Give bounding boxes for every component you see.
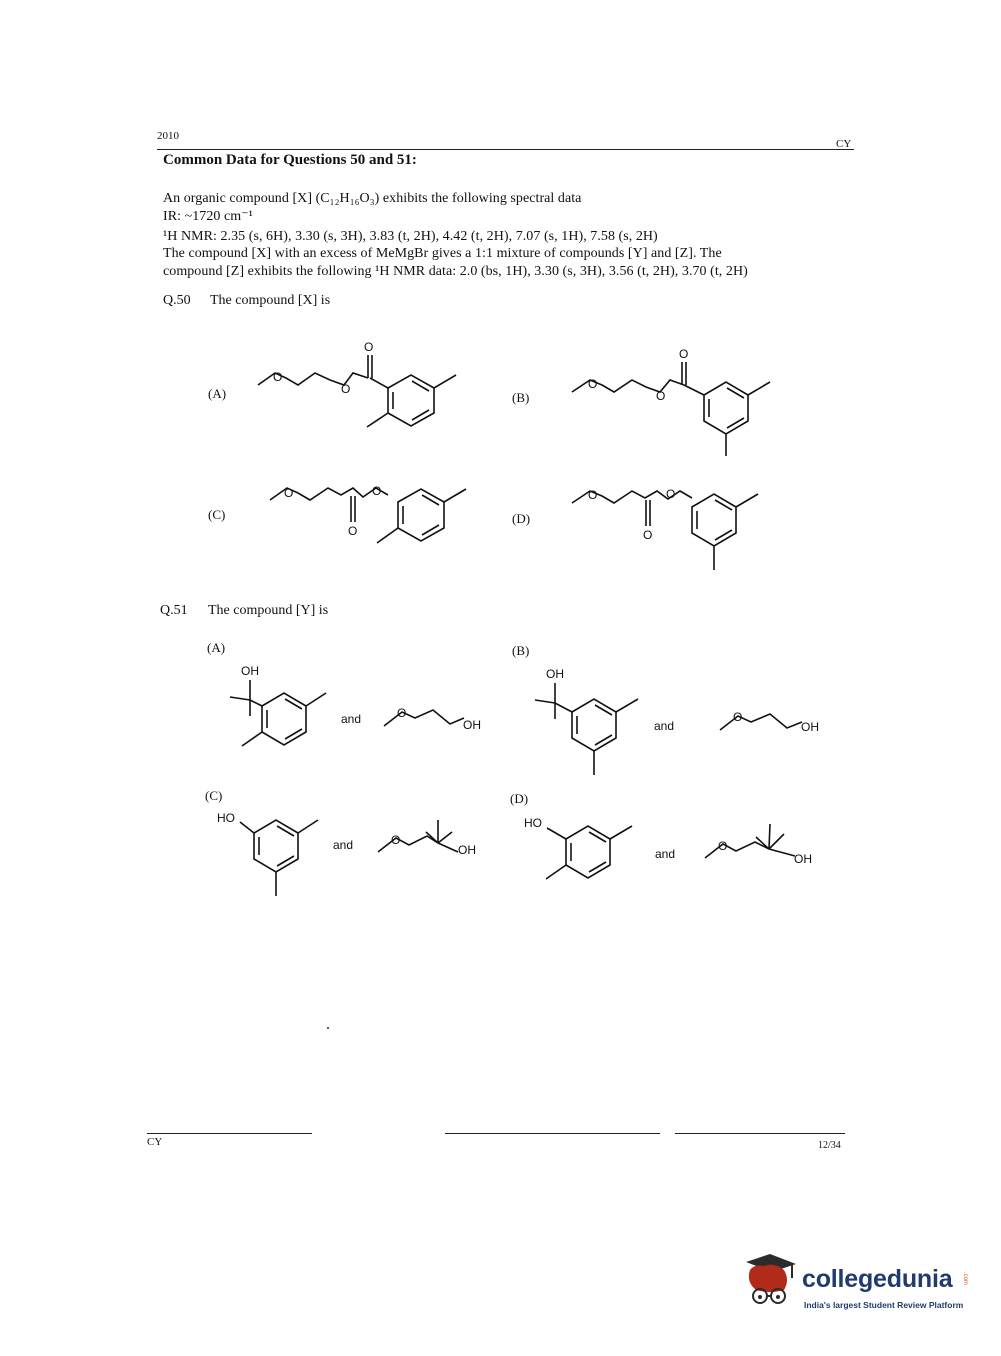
- q51-a-ether-o: O: [397, 706, 407, 720]
- footer-paper-code: CY: [147, 1136, 163, 1148]
- q50-b-ester-o: O: [656, 389, 666, 403]
- q50-c-ether-o: O: [284, 486, 294, 500]
- q50-d-ester-o: O: [666, 487, 676, 501]
- q51-d-ho: HO: [524, 816, 542, 830]
- header-year: 2010: [157, 130, 179, 142]
- q51-option-b-label: (B): [512, 643, 530, 658]
- scan-speck: [327, 1027, 329, 1029]
- q51-option-c-label: (C): [205, 788, 223, 803]
- q51-option-d-label: (D): [510, 791, 529, 806]
- q51-text: The compound [Y] is: [208, 603, 329, 618]
- q50-text: The compound [X] is: [210, 293, 331, 308]
- q51-b-connector: and: [654, 719, 675, 733]
- q51-c-ether-o: O: [391, 833, 401, 847]
- q50-option-b-label: (B): [512, 390, 530, 405]
- q50-c-carbonyl-o: O: [348, 524, 358, 538]
- footer-rule-right: [675, 1133, 845, 1134]
- footer-rule-left: [147, 1133, 312, 1134]
- section-title: Common Data for Questions 50 and 51:: [163, 152, 417, 168]
- q51-c-ho: HO: [217, 811, 235, 825]
- q50-b-ether-o: O: [588, 377, 598, 391]
- q50-a-ester-o: O: [341, 382, 351, 396]
- q50-d-ether-o: O: [588, 488, 598, 502]
- q51-d-ether-o: O: [718, 839, 728, 853]
- brand-suffix: .com: [962, 1272, 968, 1286]
- q50-d-carbonyl-o: O: [643, 528, 653, 542]
- q51-d-alcohol-oh: OH: [794, 852, 812, 866]
- q50-c-ester-o: O: [372, 484, 382, 498]
- q51-a-connector: and: [341, 712, 362, 726]
- footer-page-number: 12/34: [818, 1140, 841, 1151]
- q50-label: Q.50: [163, 293, 191, 308]
- q51-label: Q.51: [160, 603, 188, 618]
- header-paper-code: CY: [836, 138, 852, 150]
- q51-b-ether-o: O: [733, 710, 743, 724]
- section-line-1: An organic compound [X] (C₁₂H₁₆O₃) exhibits the following spectral data: [163, 191, 582, 206]
- section-line-5: compound [Z] exhibits the following ¹H NMR data: 2.0 (bs, 1H), 3.30 (s, 3H), 3.56 (t, 2H), 3.70 (t, 2H): [163, 264, 748, 279]
- q51-d-connector: and: [655, 847, 676, 861]
- q50-option-d-label: (D): [512, 511, 531, 526]
- q51-a-alcohol-oh: OH: [463, 718, 481, 732]
- footer-rule-mid: [445, 1133, 660, 1134]
- brand-name: collegedunia: [802, 1265, 953, 1293]
- q51-c-alcohol-oh: OH: [458, 843, 476, 857]
- section-line-3: ¹H NMR: 2.35 (s, 6H), 3.30 (s, 3H), 3.83 (t, 2H), 4.42 (t, 2H), 7.07 (s, 1H), 7.58 (s, 2H): [163, 229, 658, 244]
- brand-tagline: India's largest Student Review Platform: [804, 1300, 964, 1310]
- q51-option-a-label: (A): [207, 640, 226, 655]
- q51-b-oh: OH: [546, 667, 564, 681]
- q50-a-carbonyl-o: O: [364, 340, 374, 354]
- collegedunia-mascot-icon: [740, 1252, 800, 1310]
- q51-c-connector: and: [333, 838, 354, 852]
- section-line-4: The compound [X] with an excess of MeMgBr gives a 1:1 mixture of compounds [Y] and [Z]. The: [163, 246, 722, 261]
- section-line-2: IR: ~1720 cm⁻¹: [163, 209, 253, 224]
- q50-option-c-label: (C): [208, 507, 226, 522]
- q51-b-alcohol-oh: OH: [801, 720, 819, 734]
- q50-a-ether-o: O: [273, 370, 283, 384]
- q50-b-carbonyl-o: O: [679, 347, 689, 361]
- q50-option-a-label: (A): [208, 386, 227, 401]
- q51-a-oh: OH: [241, 664, 259, 678]
